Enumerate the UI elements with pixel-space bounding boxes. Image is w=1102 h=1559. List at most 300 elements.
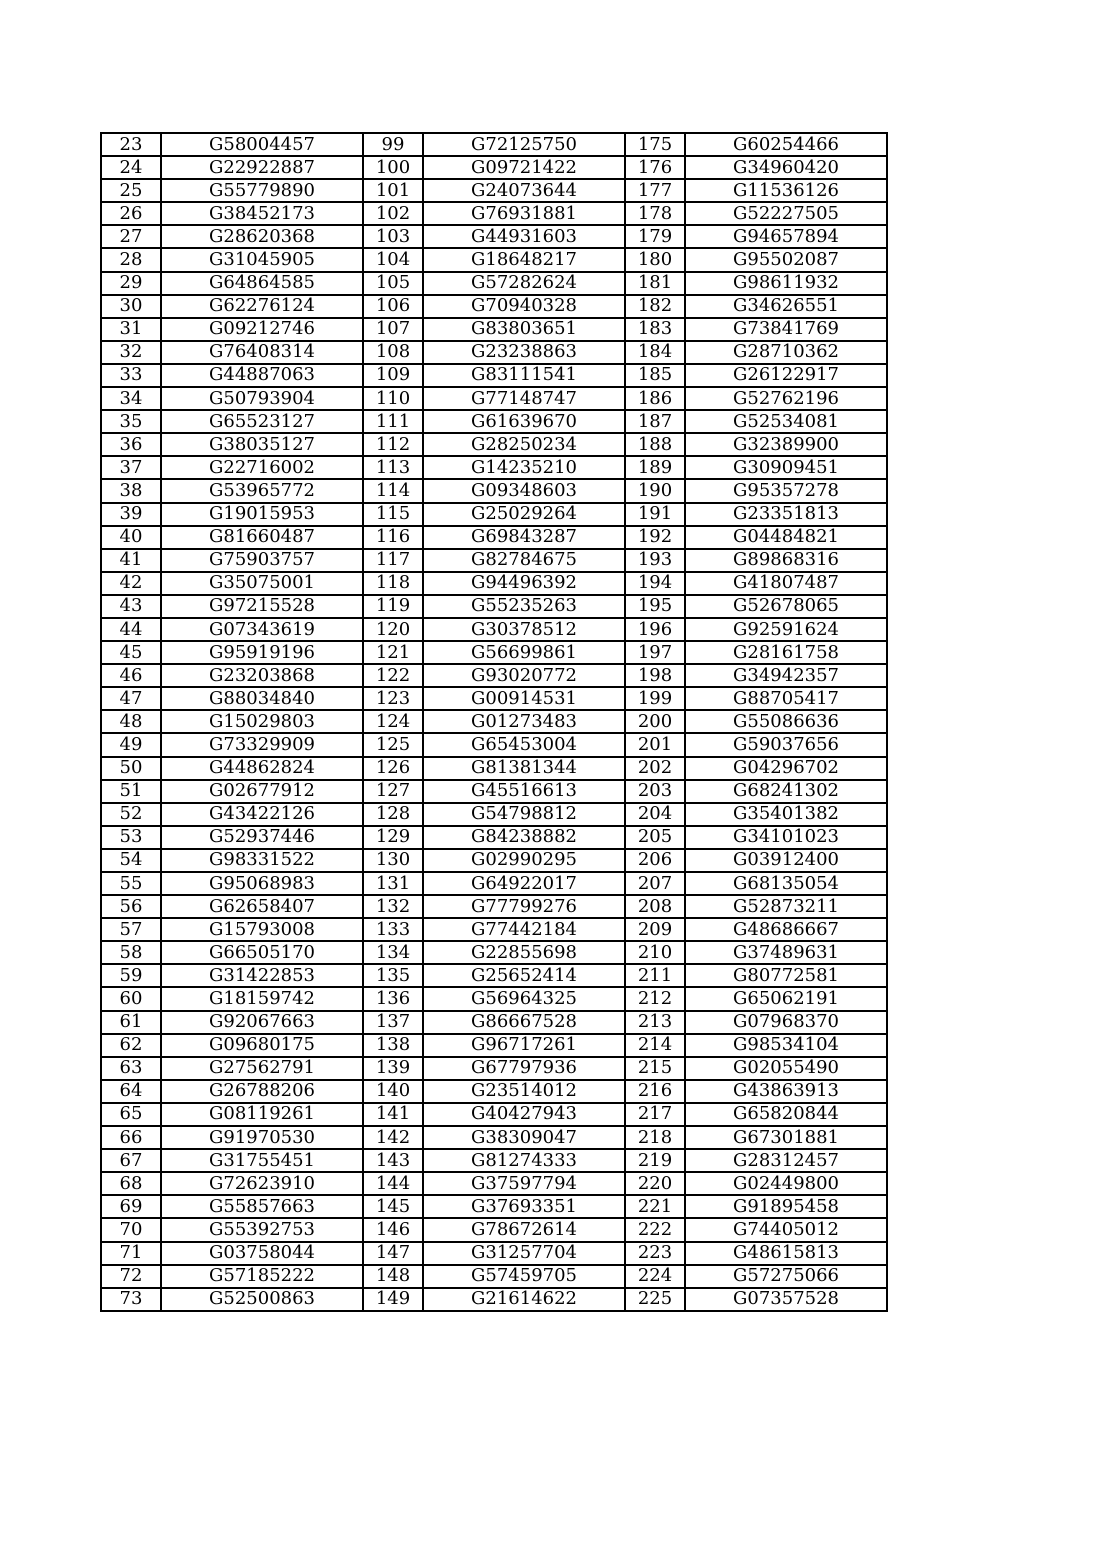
- row-number-cell: 184: [625, 341, 685, 364]
- row-number-cell: 66: [101, 1126, 161, 1149]
- row-number-cell: 125: [363, 733, 423, 756]
- code-cell: G44862824: [161, 757, 363, 780]
- row-number-cell: 67: [101, 1149, 161, 1172]
- code-cell: G78672614: [423, 1218, 625, 1241]
- row-number-cell: 145: [363, 1195, 423, 1218]
- code-cell: G95357278: [685, 479, 887, 502]
- table-row: [101, 202, 887, 225]
- code-cell: G48686667: [685, 918, 887, 941]
- code-cell: G38035127: [161, 433, 363, 456]
- row-number-cell: 192: [625, 526, 685, 549]
- row-number-cell: 186: [625, 387, 685, 410]
- row-number-cell: 196: [625, 618, 685, 641]
- code-cell: G77148747: [423, 387, 625, 410]
- code-cell: G96717261: [423, 1034, 625, 1057]
- row-number-cell: 33: [101, 364, 161, 387]
- row-number-cell: 99: [363, 133, 423, 156]
- row-number-cell: 223: [625, 1242, 685, 1265]
- code-cell: G34960420: [685, 156, 887, 179]
- row-number-cell: 24: [101, 156, 161, 179]
- code-cell: G24073644: [423, 179, 625, 202]
- code-cell: G68241302: [685, 780, 887, 803]
- code-cell: G58004457: [161, 133, 363, 156]
- row-number-cell: 54: [101, 849, 161, 872]
- code-cell: G21614622: [423, 1288, 625, 1311]
- table-row: [101, 1288, 887, 1311]
- code-cell: G23203868: [161, 664, 363, 687]
- code-cell: G88034840: [161, 687, 363, 710]
- row-number-cell: 34: [101, 387, 161, 410]
- code-cell: G62276124: [161, 295, 363, 318]
- code-cell: G61639670: [423, 410, 625, 433]
- table-row: [101, 1080, 887, 1103]
- code-cell: G38452173: [161, 202, 363, 225]
- code-cell: G65820844: [685, 1103, 887, 1126]
- table-row: [101, 803, 887, 826]
- row-number-cell: 23: [101, 133, 161, 156]
- row-number-cell: 52: [101, 803, 161, 826]
- code-cell: G89868316: [685, 549, 887, 572]
- row-number-cell: 69: [101, 1195, 161, 1218]
- code-cell: G64864585: [161, 272, 363, 295]
- code-cell: G52678065: [685, 595, 887, 618]
- row-number-cell: 56: [101, 895, 161, 918]
- row-number-cell: 195: [625, 595, 685, 618]
- table-row: [101, 733, 887, 756]
- row-number-cell: 120: [363, 618, 423, 641]
- row-number-cell: 46: [101, 664, 161, 687]
- row-number-cell: 42: [101, 572, 161, 595]
- code-cell: G68135054: [685, 872, 887, 895]
- row-number-cell: 102: [363, 202, 423, 225]
- code-cell: G22855698: [423, 941, 625, 964]
- row-number-cell: 39: [101, 503, 161, 526]
- code-cell: G23351813: [685, 503, 887, 526]
- code-cell: G54798812: [423, 803, 625, 826]
- row-number-cell: 43: [101, 595, 161, 618]
- row-number-cell: 115: [363, 503, 423, 526]
- code-cell: G69843287: [423, 526, 625, 549]
- code-cell: G82784675: [423, 549, 625, 572]
- code-cell: G09721422: [423, 156, 625, 179]
- table-row: [101, 1172, 887, 1195]
- row-number-cell: 178: [625, 202, 685, 225]
- code-cell: G27562791: [161, 1057, 363, 1080]
- code-cell: G67797936: [423, 1057, 625, 1080]
- code-cell: G97215528: [161, 595, 363, 618]
- code-cell: G52500863: [161, 1288, 363, 1311]
- code-cell: G65453004: [423, 733, 625, 756]
- code-cell: G55857663: [161, 1195, 363, 1218]
- code-cell: G77799276: [423, 895, 625, 918]
- row-number-cell: 134: [363, 941, 423, 964]
- row-number-cell: 122: [363, 664, 423, 687]
- row-number-cell: 103: [363, 225, 423, 248]
- code-cell: G60254466: [685, 133, 887, 156]
- code-cell: G09680175: [161, 1034, 363, 1057]
- code-cell: G92591624: [685, 618, 887, 641]
- row-number-cell: 189: [625, 456, 685, 479]
- code-cell: G35075001: [161, 572, 363, 595]
- table-row: [101, 941, 887, 964]
- row-number-cell: 190: [625, 479, 685, 502]
- row-number-cell: 216: [625, 1080, 685, 1103]
- row-number-cell: 51: [101, 780, 161, 803]
- code-cell: G03912400: [685, 849, 887, 872]
- code-cell: G34942357: [685, 664, 887, 687]
- row-number-cell: 28: [101, 248, 161, 271]
- row-number-cell: 35: [101, 410, 161, 433]
- row-number-cell: 197: [625, 641, 685, 664]
- code-cell: G31422853: [161, 964, 363, 987]
- table-row: [101, 1126, 887, 1149]
- code-cell: G52937446: [161, 826, 363, 849]
- row-number-cell: 29: [101, 272, 161, 295]
- code-cell: G57282624: [423, 272, 625, 295]
- code-table: [100, 132, 888, 1312]
- table-row: [101, 318, 887, 341]
- code-cell: G02677912: [161, 780, 363, 803]
- row-number-cell: 182: [625, 295, 685, 318]
- table-row: [101, 433, 887, 456]
- table-row: [101, 618, 887, 641]
- row-number-cell: 44: [101, 618, 161, 641]
- code-cell: G04484821: [685, 526, 887, 549]
- table-row: [101, 410, 887, 433]
- code-cell: G52762196: [685, 387, 887, 410]
- code-cell: G98611932: [685, 272, 887, 295]
- code-cell: G26788206: [161, 1080, 363, 1103]
- code-cell: G53965772: [161, 479, 363, 502]
- row-number-cell: 201: [625, 733, 685, 756]
- row-number-cell: 181: [625, 272, 685, 295]
- row-number-cell: 136: [363, 987, 423, 1010]
- code-cell: G72623910: [161, 1172, 363, 1195]
- code-cell: G57459705: [423, 1265, 625, 1288]
- row-number-cell: 177: [625, 179, 685, 202]
- row-number-cell: 128: [363, 803, 423, 826]
- code-cell: G57275066: [685, 1265, 887, 1288]
- code-cell: G95502087: [685, 248, 887, 271]
- code-cell: G43422126: [161, 803, 363, 826]
- row-number-cell: 62: [101, 1034, 161, 1057]
- row-number-cell: 71: [101, 1242, 161, 1265]
- row-number-cell: 188: [625, 433, 685, 456]
- table-row: [101, 364, 887, 387]
- code-cell: G09348603: [423, 479, 625, 502]
- row-number-cell: 106: [363, 295, 423, 318]
- row-number-cell: 198: [625, 664, 685, 687]
- code-cell: G23238863: [423, 341, 625, 364]
- code-cell: G55235263: [423, 595, 625, 618]
- row-number-cell: 48: [101, 710, 161, 733]
- row-number-cell: 50: [101, 757, 161, 780]
- row-number-cell: 60: [101, 987, 161, 1010]
- code-cell: G75903757: [161, 549, 363, 572]
- code-cell: G04296702: [685, 757, 887, 780]
- row-number-cell: 109: [363, 364, 423, 387]
- row-number-cell: 133: [363, 918, 423, 941]
- row-number-cell: 199: [625, 687, 685, 710]
- code-cell: G91895458: [685, 1195, 887, 1218]
- code-cell: G32389900: [685, 433, 887, 456]
- table-row: [101, 849, 887, 872]
- table-row: [101, 156, 887, 179]
- row-number-cell: 37: [101, 456, 161, 479]
- code-cell: G83803651: [423, 318, 625, 341]
- row-number-cell: 222: [625, 1218, 685, 1241]
- table-row: [101, 526, 887, 549]
- row-number-cell: 101: [363, 179, 423, 202]
- row-number-cell: 147: [363, 1242, 423, 1265]
- row-number-cell: 129: [363, 826, 423, 849]
- code-cell: G67301881: [685, 1126, 887, 1149]
- row-number-cell: 205: [625, 826, 685, 849]
- table-row: [101, 1057, 887, 1080]
- row-number-cell: 110: [363, 387, 423, 410]
- table-row: [101, 549, 887, 572]
- code-cell: G94496392: [423, 572, 625, 595]
- code-cell: G52227505: [685, 202, 887, 225]
- code-cell: G95068983: [161, 872, 363, 895]
- row-number-cell: 118: [363, 572, 423, 595]
- row-number-cell: 55: [101, 872, 161, 895]
- code-cell: G15029803: [161, 710, 363, 733]
- row-number-cell: 132: [363, 895, 423, 918]
- row-number-cell: 185: [625, 364, 685, 387]
- code-cell: G30909451: [685, 456, 887, 479]
- code-cell: G30378512: [423, 618, 625, 641]
- row-number-cell: 215: [625, 1057, 685, 1080]
- code-cell: G59037656: [685, 733, 887, 756]
- code-cell: G44887063: [161, 364, 363, 387]
- row-number-cell: 218: [625, 1126, 685, 1149]
- code-cell: G64922017: [423, 872, 625, 895]
- code-cell: G07968370: [685, 1011, 887, 1034]
- row-number-cell: 113: [363, 456, 423, 479]
- code-cell: G72125750: [423, 133, 625, 156]
- table-row: [101, 826, 887, 849]
- row-number-cell: 27: [101, 225, 161, 248]
- row-number-cell: 193: [625, 549, 685, 572]
- code-cell: G88705417: [685, 687, 887, 710]
- row-number-cell: 141: [363, 1103, 423, 1126]
- code-cell: G41807487: [685, 572, 887, 595]
- row-number-cell: 100: [363, 156, 423, 179]
- code-cell: G55392753: [161, 1218, 363, 1241]
- code-cell: G37693351: [423, 1195, 625, 1218]
- code-cell: G28312457: [685, 1149, 887, 1172]
- code-cell: G43863913: [685, 1080, 887, 1103]
- code-cell: G25652414: [423, 964, 625, 987]
- table-row: [101, 248, 887, 271]
- row-number-cell: 72: [101, 1265, 161, 1288]
- row-number-cell: 208: [625, 895, 685, 918]
- row-number-cell: 135: [363, 964, 423, 987]
- code-cell: G34101023: [685, 826, 887, 849]
- code-cell: G76931881: [423, 202, 625, 225]
- table-row: [101, 1034, 887, 1057]
- code-cell: G28710362: [685, 341, 887, 364]
- row-number-cell: 126: [363, 757, 423, 780]
- row-number-cell: 206: [625, 849, 685, 872]
- table-row: [101, 710, 887, 733]
- code-cell: G76408314: [161, 341, 363, 364]
- table-row: [101, 987, 887, 1010]
- row-number-cell: 45: [101, 641, 161, 664]
- code-cell: G14235210: [423, 456, 625, 479]
- row-number-cell: 204: [625, 803, 685, 826]
- row-number-cell: 214: [625, 1034, 685, 1057]
- code-cell: G08119261: [161, 1103, 363, 1126]
- row-number-cell: 107: [363, 318, 423, 341]
- code-cell: G55086636: [685, 710, 887, 733]
- row-number-cell: 210: [625, 941, 685, 964]
- code-cell: G37489631: [685, 941, 887, 964]
- table-row: [101, 503, 887, 526]
- row-number-cell: 49: [101, 733, 161, 756]
- row-number-cell: 119: [363, 595, 423, 618]
- row-number-cell: 175: [625, 133, 685, 156]
- code-cell: G52534081: [685, 410, 887, 433]
- code-cell: G22922887: [161, 156, 363, 179]
- code-cell: G01273483: [423, 710, 625, 733]
- code-cell: G23514012: [423, 1080, 625, 1103]
- row-number-cell: 142: [363, 1126, 423, 1149]
- row-number-cell: 38: [101, 479, 161, 502]
- row-number-cell: 143: [363, 1149, 423, 1172]
- row-number-cell: 220: [625, 1172, 685, 1195]
- row-number-cell: 146: [363, 1218, 423, 1241]
- code-cell: G18648217: [423, 248, 625, 271]
- row-number-cell: 179: [625, 225, 685, 248]
- table-row: [101, 595, 887, 618]
- code-cell: G09212746: [161, 318, 363, 341]
- table-row: [101, 964, 887, 987]
- code-cell: G81660487: [161, 526, 363, 549]
- table-row: [101, 918, 887, 941]
- code-cell: G66505170: [161, 941, 363, 964]
- code-cell: G35401382: [685, 803, 887, 826]
- table-row: [101, 1195, 887, 1218]
- row-number-cell: 202: [625, 757, 685, 780]
- row-number-cell: 40: [101, 526, 161, 549]
- code-cell: G93020772: [423, 664, 625, 687]
- row-number-cell: 61: [101, 1011, 161, 1034]
- row-number-cell: 144: [363, 1172, 423, 1195]
- code-cell: G57185222: [161, 1265, 363, 1288]
- row-number-cell: 59: [101, 964, 161, 987]
- row-number-cell: 219: [625, 1149, 685, 1172]
- code-cell: G52873211: [685, 895, 887, 918]
- code-cell: G37597794: [423, 1172, 625, 1195]
- table-row: [101, 456, 887, 479]
- code-cell: G65523127: [161, 410, 363, 433]
- code-cell: G03758044: [161, 1242, 363, 1265]
- code-cell: G83111541: [423, 364, 625, 387]
- row-number-cell: 183: [625, 318, 685, 341]
- code-cell: G44931603: [423, 225, 625, 248]
- row-number-cell: 104: [363, 248, 423, 271]
- table-row: [101, 757, 887, 780]
- row-number-cell: 114: [363, 479, 423, 502]
- row-number-cell: 225: [625, 1288, 685, 1311]
- code-cell: G07343619: [161, 618, 363, 641]
- row-number-cell: 73: [101, 1288, 161, 1311]
- code-cell: G55779890: [161, 179, 363, 202]
- row-number-cell: 187: [625, 410, 685, 433]
- row-number-cell: 209: [625, 918, 685, 941]
- row-number-cell: 26: [101, 202, 161, 225]
- row-number-cell: 105: [363, 272, 423, 295]
- row-number-cell: 137: [363, 1011, 423, 1034]
- code-cell: G56964325: [423, 987, 625, 1010]
- row-number-cell: 68: [101, 1172, 161, 1195]
- code-cell: G74405012: [685, 1218, 887, 1241]
- code-cell: G45516613: [423, 780, 625, 803]
- code-table-body: [101, 133, 887, 1311]
- code-cell: G28250234: [423, 433, 625, 456]
- row-number-cell: 36: [101, 433, 161, 456]
- row-number-cell: 112: [363, 433, 423, 456]
- row-number-cell: 116: [363, 526, 423, 549]
- code-cell: G00914531: [423, 687, 625, 710]
- code-cell: G31755451: [161, 1149, 363, 1172]
- table-row: [101, 780, 887, 803]
- code-cell: G94657894: [685, 225, 887, 248]
- code-cell: G28161758: [685, 641, 887, 664]
- table-row: [101, 272, 887, 295]
- code-cell: G77442184: [423, 918, 625, 941]
- code-cell: G02449800: [685, 1172, 887, 1195]
- row-number-cell: 63: [101, 1057, 161, 1080]
- code-cell: G73841769: [685, 318, 887, 341]
- code-cell: G70940328: [423, 295, 625, 318]
- table-row: [101, 295, 887, 318]
- code-cell: G19015953: [161, 503, 363, 526]
- row-number-cell: 211: [625, 964, 685, 987]
- table-row: [101, 664, 887, 687]
- row-number-cell: 148: [363, 1265, 423, 1288]
- row-number-cell: 111: [363, 410, 423, 433]
- row-number-cell: 200: [625, 710, 685, 733]
- table-row: [101, 1011, 887, 1034]
- code-cell: G34626551: [685, 295, 887, 318]
- row-number-cell: 194: [625, 572, 685, 595]
- row-number-cell: 149: [363, 1288, 423, 1311]
- code-cell: G18159742: [161, 987, 363, 1010]
- code-cell: G11536126: [685, 179, 887, 202]
- row-number-cell: 176: [625, 156, 685, 179]
- code-cell: G50793904: [161, 387, 363, 410]
- row-number-cell: 65: [101, 1103, 161, 1126]
- row-number-cell: 117: [363, 549, 423, 572]
- table-row: [101, 225, 887, 248]
- row-number-cell: 127: [363, 780, 423, 803]
- code-cell: G65062191: [685, 987, 887, 1010]
- table-row: [101, 1242, 887, 1265]
- row-number-cell: 57: [101, 918, 161, 941]
- code-cell: G31045905: [161, 248, 363, 271]
- row-number-cell: 121: [363, 641, 423, 664]
- table-row: [101, 641, 887, 664]
- row-number-cell: 32: [101, 341, 161, 364]
- row-number-cell: 224: [625, 1265, 685, 1288]
- row-number-cell: 213: [625, 1011, 685, 1034]
- code-cell: G15793008: [161, 918, 363, 941]
- row-number-cell: 191: [625, 503, 685, 526]
- row-number-cell: 124: [363, 710, 423, 733]
